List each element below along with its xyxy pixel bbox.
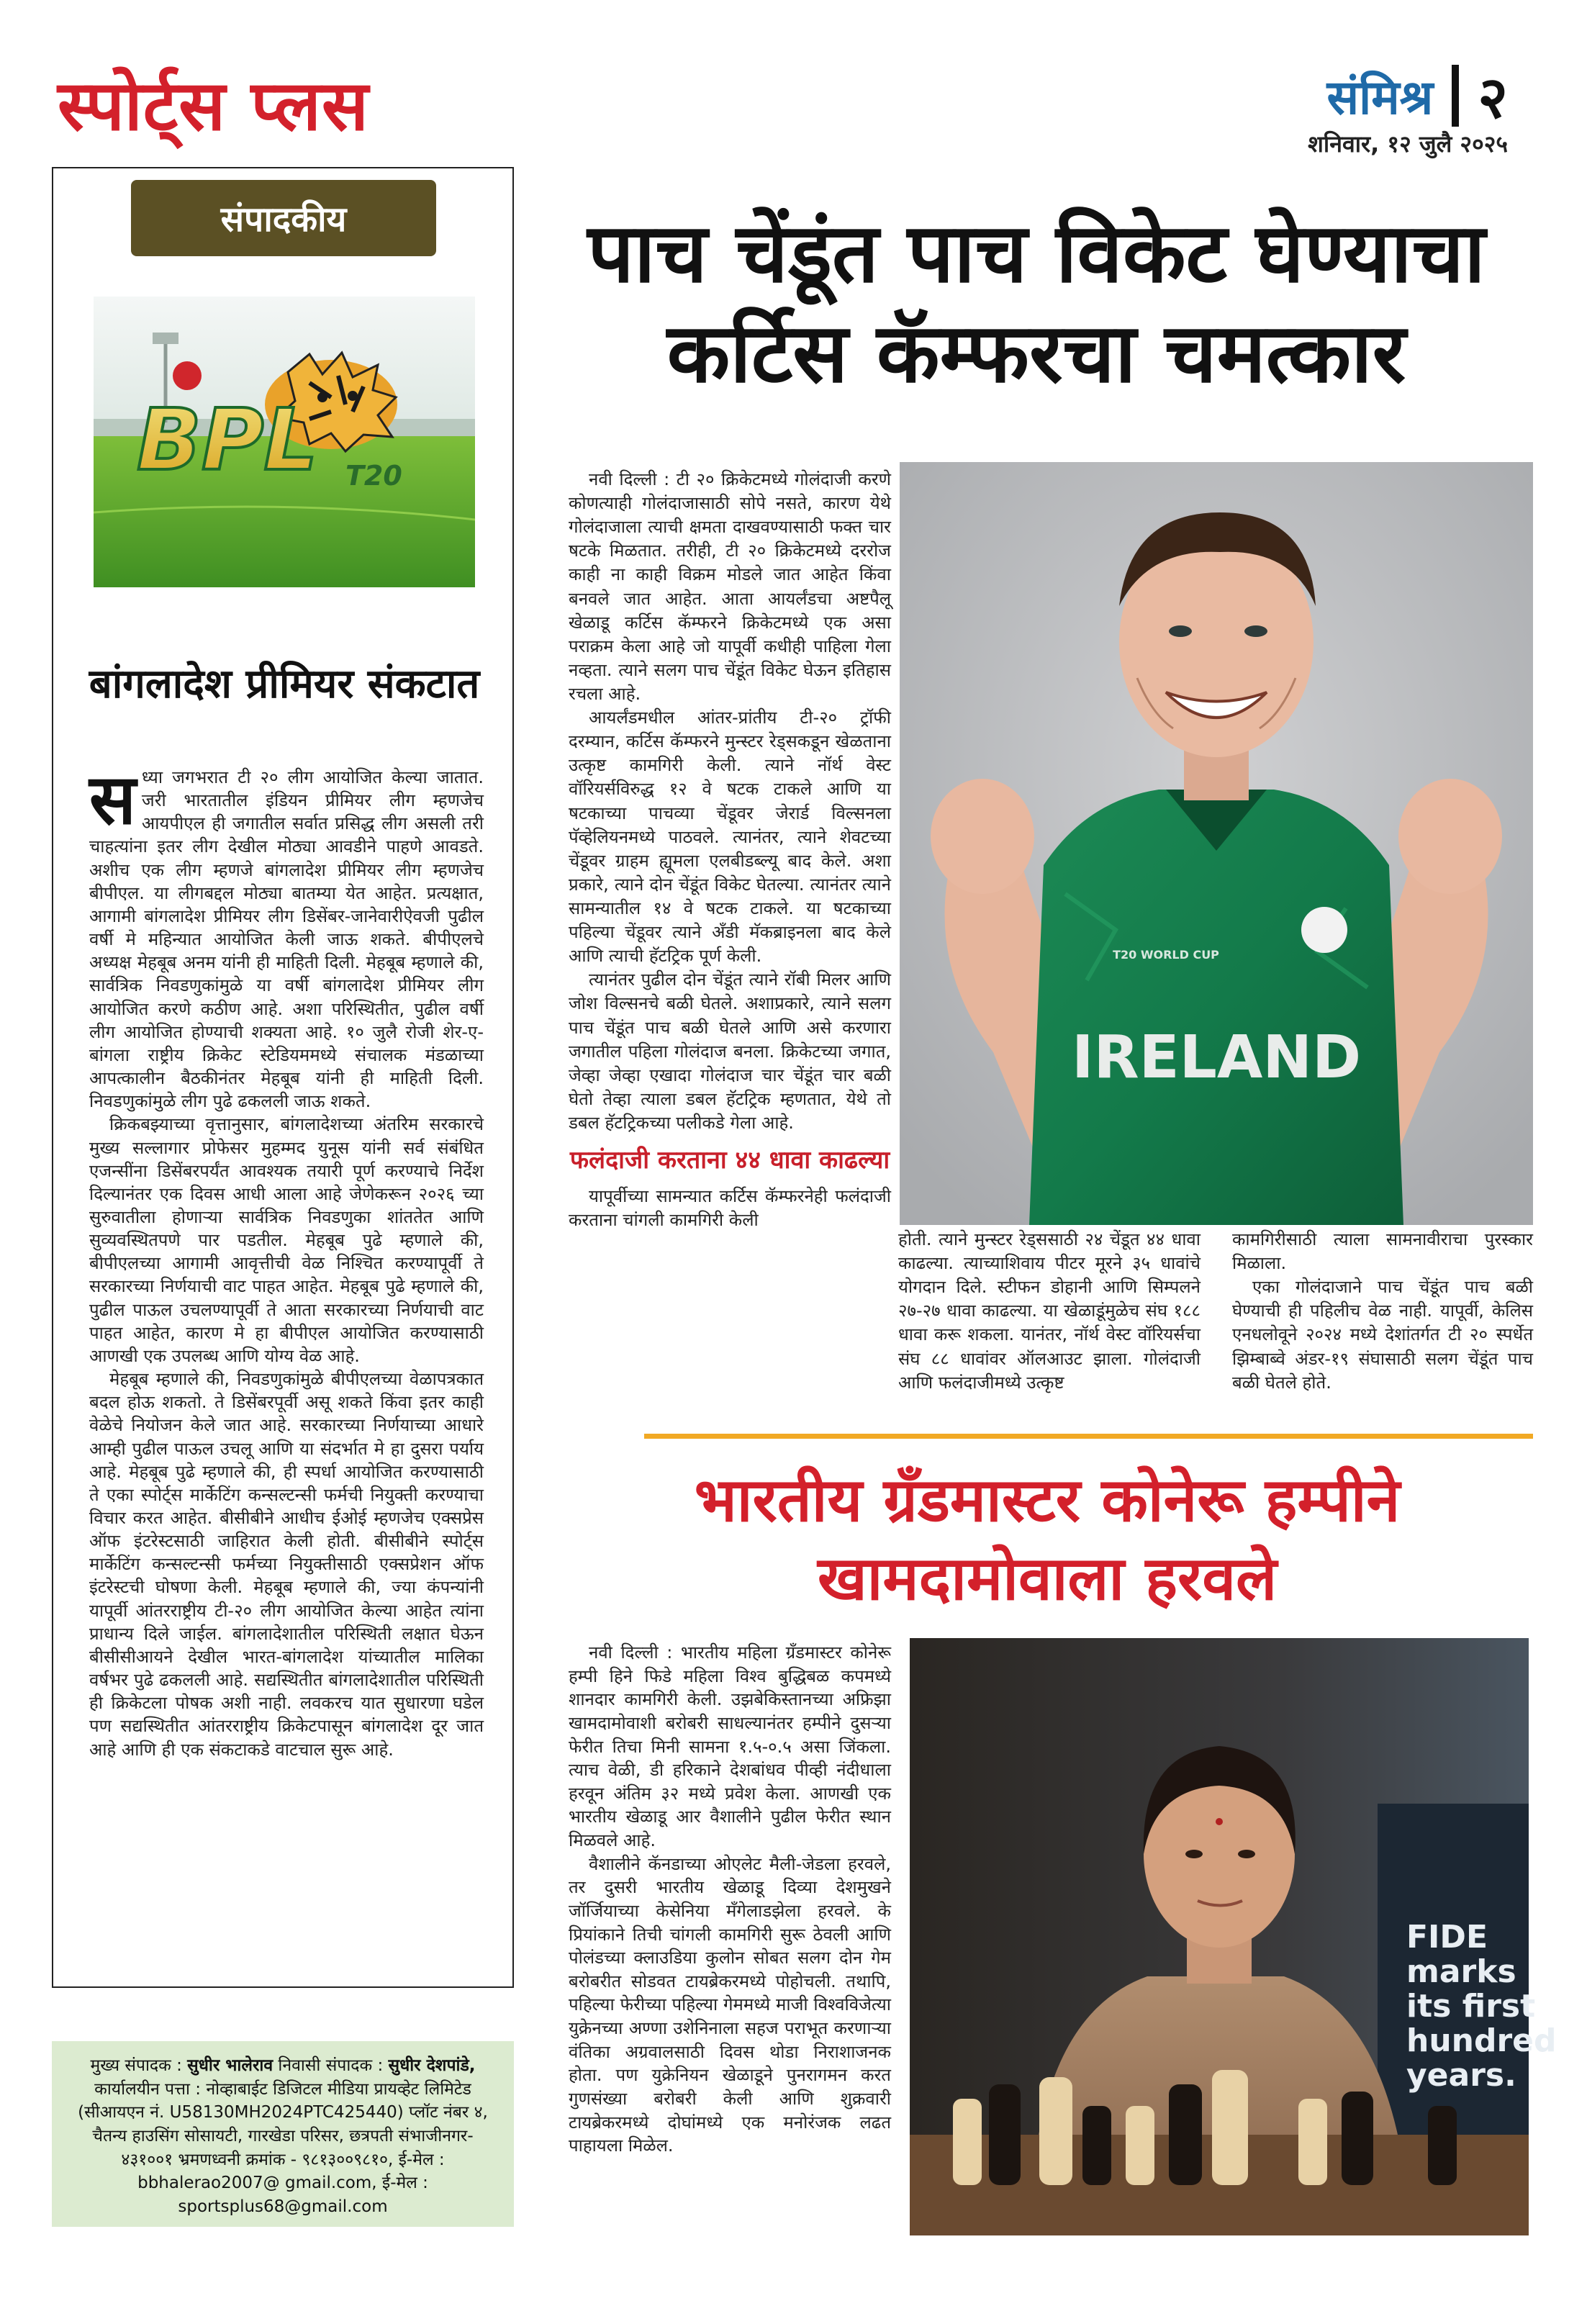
banner-text-5: years. <box>1406 2057 1516 2094</box>
chief-editor: सुधीर भालेराव <box>187 2056 273 2075</box>
bpl-logo-image <box>94 297 475 587</box>
editorial-paragraph: मेहबूब म्हणाले की, निवडणुकांमुळे बीपीएलच्या वेळापत्रकात बदल होऊ शकतो. ते डिसेंबरपूर्वी असू शकते किंवा इतर काही वेळेचे नियोजन केले जात आहे. सरकारच्या निर्णयाच्या आधारे आम्ही पुढील पाऊल उचलू आणि या संदर्भात मे हा दुसरा पर्याय आहे. मेहबूब पुढे म्हणाले की, ही स्पर्धा आयोजित करण्यासाठी ते एका स्पोर्ट्स मार्केटिंग कन्सल्टन्सी फर्मची नियुक्ती करण्याचा विचार करत आहेत. बीसीबीने आधीच ईओई म्हणजेच एक्सप्रेस ऑफ इंटरेस्टसाठी जाहिरात केली होती. बीसीबीने स्पोर्ट्स मार्केटिंग कन्सल्टन्सी फर्मच्या नियुक्तीसाठी एक्सप्रेशन ऑफ इंटरेस्टची घोषणा केली. मेहबूब म्हणाले की, ज्या कंपन्यांनी यापूर्वी आंतरराष्ट्रीय टी-२० लीग आयोजित केल्या आहेत त्यांना प्राधान्य दिले जाईल. बांगलादेशातील परिस्थिती लक्षात घेऊन बीसीसीआयने देखील भारत-बांगलादेश यांच्यातील मालिका वर्षभर पुढे ढकलली आहे. सद्यस्थितीत बांगलादेशातील परिस्थिती ही क्रिकेटला पोषक अशी नाही. लवकरच यात सुधारणा घडेल पण सद्यस्थितीत आंतरराष्ट्रीय क्रिकेटपासून बांगलादेश दूर जात आहे आणि ही एक संकटाकडे वाटचाल सुरू आहे. <box>89 1369 484 1760</box>
story1-subhead: फलंदाजी करताना ४४ धावा काढल्या <box>569 1146 890 1175</box>
bpl-logo-text: BPL <box>137 390 318 489</box>
imprint-details: कार्यालयीन पत्ता : नोव्हाबाईट डिजिटल मीडिया प्रायव्हेट लिमिटेड (सीआयएन नं. U58130MH2024PTC425440) प्लॉट नंबर ४, चैतन्य हाउसिंग सोसायटी, गारखेडा परिसर, छत्रपती संभाजीनगर- ४३१००१ भ्रमणध्वनी क्रमांक - ९८१३००९८१०, ई-मेल : bbhalerao2007@ gmail.com, ई-मेल : sportsplus68@gmail.com <box>78 2079 488 2216</box>
bpl-logo-graphic <box>94 297 475 587</box>
story1-paragraph: त्यानंतर पुढील दोन चेंडूंत त्याने रॉबी मिलर आणि जोश विल्सनचे बळी घेतले. अशाप्रकारे, त्याने सलग पाच चेंडूंत पाच बळी घेतले आणि असे करणारा जगातील पहिला गोलंदाज बनला. क्रिकेटच्या जगात, जेव्हा जेव्हा एखादा गोलंदाज चार चेंडूंत चार बळी घेतो तेव्हा त्याला डबल हॅटट्रिक म्हणतात, येथे तो डबल हॅटट्रिकच्या पलीकडे गेला आहे. <box>569 969 891 1133</box>
editorial-column <box>52 167 514 1988</box>
editorial-body <box>89 759 484 1761</box>
chess-illustration <box>910 1638 1557 2235</box>
story1-paragraph: एका गोलंदाजाने पाच चेंडूंत पाच बळी घेण्याची ही पहिलीच वेळ नाही. यापूर्वी, केलिस एनधलोवूने २०२४ मध्ये देशांतर्गत टी २० स्पर्धेत झिम्बाब्वे अंडर-१९ संघासाठी सलग चेंडूंत पाच बळी घेतले होते. <box>1232 1277 1533 1393</box>
story2-headline: भारतीय ग्रँडमास्टर कोनेरू हम्पीने खामदामोवाला हरवले <box>694 1465 1401 1614</box>
imprint-box <box>52 2041 514 2227</box>
chief-editor-label: मुख्य संपादक : <box>90 2056 182 2075</box>
story1-body-left <box>569 468 891 1232</box>
banner-text-2: marks <box>1406 1953 1516 1990</box>
jersey-text: IRELAND <box>1071 1023 1362 1092</box>
masthead-title: स्पोर्ट्स प्लस <box>58 65 369 146</box>
story1-paragraph: नवी दिल्ली : टी २० क्रिकेटमध्ये गोलंदाजी करणे कोणत्याही गोलंदाजासाठी सोपे नसते, कारण येथे गोलंदाजाला त्याची क्षमता दाखवण्यासाठी फक्त चार षटके मिळतात. तरीही, टी २० क्रिकेटमध्ये दररोज काही ना काही विक्रम मोडले जात आहेत किंवा बनवले जात आहेत. आता आयर्लंडचा अष्टपैलू खेळाडू कर्टिस कॅम्फरने क्रिकेटमध्ये एक असा पराक्रम केला आहे जो यापूर्वी कधीही पाहिला गेला नव्हता. त्याने सलग पाच चेंडूंत विकेट घेऊन इतिहास रचला आहे. <box>569 469 891 704</box>
story1-paragraph: आयर्लंडमधील आंतर-प्रांतीय टी-२० ट्रॉफी दरम्यान, कर्टिस कॅम्फरने मुन्स्टर रेड्सकडून खेळताना उत्कृष्ट कामगिरी केली. त्याने नॉर्थ वेस्ट वॉरियर्सविरुद्ध १२ वे षटक टाकले आणि या षटकाच्या पाचव्या चेंडूवर जेरार्ड विल्सनला पॅव्हेलियनमध्ये पाठवले. त्यानंतर, त्याने शेवटच्या चेंडूवर ग्राहम ह्यूमला एलबीडब्ल्यू बाद केले. अशा प्रकारे, त्याने दोन चेंडूंत विकेट घेतल्या. त्यानंतर त्याने सामन्यातील १४ वे षटक टाकले. या षटकाच्या पहिल्या चेंडूवर त्याने अँडी मॅकब्राइनला बाद केले आणि त्याची हॅटट्रिक पूर्ण केली. <box>569 707 891 967</box>
editorial-paragraph <box>89 759 484 1113</box>
section-header <box>1326 56 1508 135</box>
story2-paragraph: नवी दिल्ली : भारतीय महिला ग्रँडमास्टर कोनेरू हम्पी हिने फिडे महिला विश्व बुद्धिबळ कपमध्ये शानदार कामगिरी केली. उझबेकिस्तानच्या अफ्रिझा खामदामोवाशी बरोबरी साधल्यानंतर हम्पीने दुसऱ्या फेरीत तिचा मिनी सामना १.५-०.५ असा जिंकला. त्याच वेळी, डी हरिकाने देशबांधव पीव्ही नंदीधाला हरवून अंतिम ३२ मध्ये प्रवेश केला. आणखी एक भारतीय खेळाडू आर वैशालीने पुढील फेरीत स्थान मिळवले आहे. <box>569 1642 891 1850</box>
issue-date: शनिवार, १२ जुलै २०२५ <box>1308 130 1508 158</box>
editorial-tab: संपादकीय <box>131 180 436 256</box>
chess-player-photo <box>910 1638 1557 2235</box>
story1-paragraph: कामगिरीसाठी त्याला सामनावीराचा पुरस्कार मिळाला. <box>1232 1229 1533 1274</box>
story2-body <box>569 1641 891 2158</box>
story1-body-col3 <box>1232 1228 1533 1395</box>
story1-paragraph: यापूर्वीच्या सामन्यात कर्टिस कॅम्फरनेही फलंदाजी करताना चांगली कामगिरी केली <box>569 1185 891 1230</box>
section-divider-line <box>644 1434 1533 1439</box>
cricketer-illustration <box>900 462 1533 1225</box>
story1-headline: पाच चेंडूंत पाच विकेट घेण्याचा कर्टिस कॅम्फरचा चमत्कार <box>587 205 1486 402</box>
page-number: २ <box>1478 64 1508 131</box>
cricketer-photo <box>900 462 1533 1225</box>
editorial-paragraph: क्रिकबझ्याच्या वृत्तानुसार, बांगलादेशच्या अंतरिम सरकारचे मुख्य सल्लागार प्रोफेसर मुहम्मद युनूस यांनी सर्व संबंधित एजन्सींना डिसेंबरपर्यंत आवश्यक तयारी पूर्ण करण्याचे निर्देश दिल्यानंतर एक दिवस आधी आला आहे जेणेकरून २०२६ च्या सुरुवातीला होणाऱ्या सार्वत्रिक निवडणुका शांततेत आणि सुव्यवस्थितपणे पार पडतील. मेहबूब पुढे म्हणाले की, बीपीएलच्या आगामी आवृत्तीची वेळ निश्चित करण्यापूर्वी ते सरकारच्या निर्णयाची वाट पाहत आहेत. मेहबूब पुढे म्हणाले की, पुढील पाऊल उचलण्यापूर्वी ते आता सरकारच्या निर्णयाची वाट पाहत आहेत, कारण मे हा बीपीएल आयोजित करण्यासाठी आणखी एक उपलब्ध आणि योग्य वेळ आहे. <box>89 1114 484 1366</box>
story2-paragraph: वैशालीने कॅनडाच्या ओएलेट मैली-जेडला हरवले, तर दुसरी भारतीय खेळाडू दिव्या देशमुखने जॉर्जियाच्या केसेनिया मँगेलाडझेला हरवले. के प्रियांकाने तिची चांगली कामगिरी सुरू ठेवली आणि पोलंडच्या क्लाउडिया कुलोन सोबत सलग दोन गेम बरोबरीत सोडवत टायब्रेकरमध्ये पोहोचली. तथापि, पहिल्या फेरीच्या पहिल्या गेममध्ये माजी विश्वविजेत्या युक्रेनच्या अण्णा उशेनिनाला सहज पराभूत करणाऱ्या वंतिका अग्रवालसाठी दिवस थोडा निराशाजनक होता. पण युक्रेनियन खेळाडूने पुनरागमन करत गुणसंख्या बरोबरी केली आणि शुक्रवारी टायब्रेकरमध्ये दोघांमध्ये एक मनोरंजक लढत पाहायला मिळेल. <box>569 1853 891 2156</box>
section-name: संमिश्र <box>1326 69 1434 125</box>
bpl-logo-subtext: T20 <box>345 460 402 492</box>
editorial-headline: बांगलादेश प्रीमियर संकटात <box>89 661 480 707</box>
resident-editor: सुधीर देशपांडे, <box>388 2056 476 2075</box>
editorial-paragraph-text: ध्या जगभरात टी २० लीग आयोजित केल्या जातात. जरी भारतातील इंडियन प्रीमियर लीग म्हणजेच आयपीएल ही जगातील सर्वात प्रसिद्ध लीग असली तरी चाहत्यांना इतर लीग देखील मोठ्या आवडीने पाहणे आवडते. अशीच एक लीग म्हणजे बांगलादेश प्रीमियर लीग म्हणजेच बीपीएल. या लीगबद्दल मोठ्या बातम्या येत आहेत. प्रत्यक्षात, आगामी बांगलादेश प्रीमियर लीग डिसेंबर-जानेवारीऐवजी पुढील वर्षी मे महिन्यात आयोजित केली जाऊ शकते. बीपीएलचे अध्यक्ष मेहबूब अनम यांनी ही माहिती दिली. मेहबूब म्हणाले की, सार्वत्रिक निवडणुकांमुळे या वर्षी बांगलादेश प्रीमियर लीग आयोजित करणे कठीण आहे. अशा परिस्थितीत, पुढील वर्षी लीग आयोजित होण्याची शक्यता आहे. १० जुलै रोजी शेर-ए-बांगला राष्ट्रीय क्रिकेट स्टेडियममध्ये संचालक मंडळाच्या आपत्कालीन बैठकीनंतर मेहबूब यांनी ही माहिती दिली. निवडणुकांमुळे लीग पुढे ढकलली जाऊ शकते. <box>89 767 484 1112</box>
jersey-badge-text: T20 WORLD CUP <box>1113 948 1219 962</box>
story1-body-col2: होती. त्याने मुन्स्टर रेड्ससाठी २४ चेंडूत ४४ धावा काढल्या. त्याच्याशिवाय पीटर मूरने ३५ धावांचे योगदान दिले. स्टीफन डोहानी आणि सिम्पलने २७-२७ धावा काढल्या. या खेळाडूंमुळेच संघ १८८ धावा करू शकला. यानंतर, नॉर्थ वेस्ट वॉरियर्सचा संघ ८८ धावांवर ऑलआउट झाला. गोलंदाजी आणि फलंदाजीमध्ये उत्कृष्ट <box>898 1229 1201 1393</box>
banner-text-4: hundred <box>1406 2022 1557 2059</box>
banner-text-1: FIDE <box>1406 1919 1488 1955</box>
resident-editor-label: निवासी संपादक : <box>278 2056 384 2075</box>
section-divider <box>1452 65 1459 127</box>
drop-cap: स <box>89 759 136 840</box>
banner-text-3: its first <box>1406 1988 1536 2025</box>
